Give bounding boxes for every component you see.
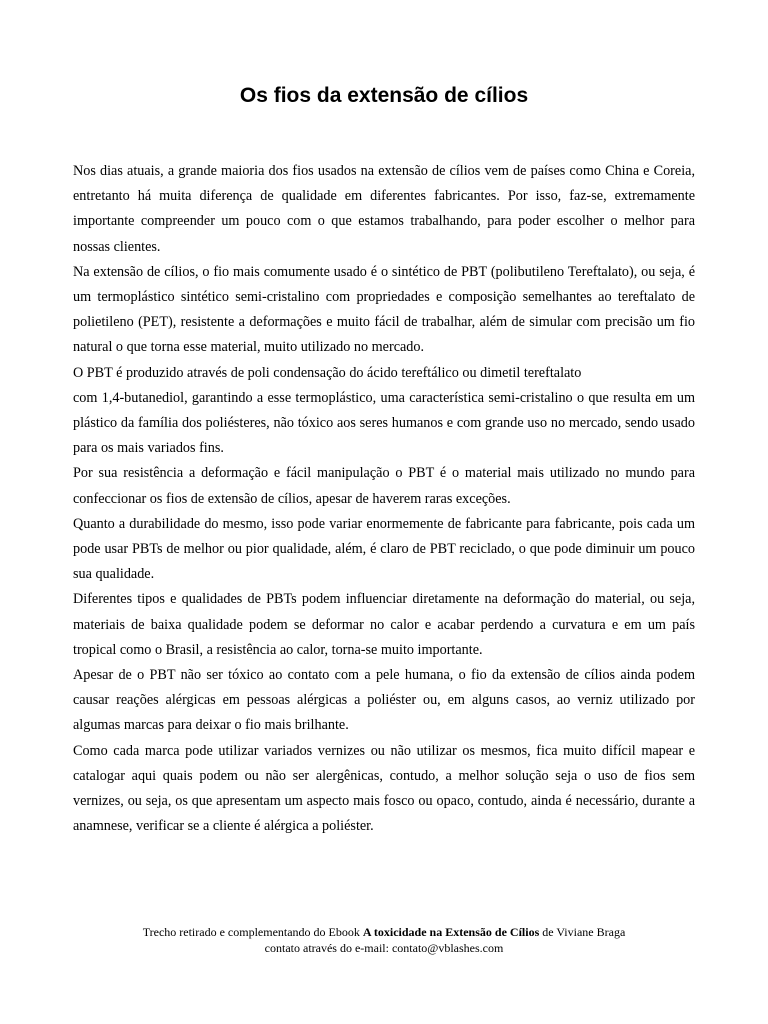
paragraph-8: Apesar de o PBT não ser tóxico ao contato com a pele humana, o fio da extensão de cílios ainda podem causar reações alérgicas em pessoas alérgicas a poliéster ou, em alguns casos, ao verniz utilizado por algumas marcas para deixar o fio mais brilhante. <box>73 667 695 734</box>
footer-prefix: Trecho retirado e complementando do Ebook <box>142 925 363 939</box>
footer-source-line <box>0 924 768 940</box>
paragraph-3: O PBT é produzido através de poli condensação do ácido tereftálico ou dimetil tereftalato <box>73 364 582 381</box>
footer-contact: contato através do e-mail: contato@vblashes.com <box>264 941 504 955</box>
footer-book-title: A toxicidade na Extensão de Cílios <box>362 925 540 939</box>
page-title: Os fios da extensão de cílios <box>239 84 529 107</box>
footer-suffix: de Viviane Braga <box>539 925 626 939</box>
paragraph-9: Como cada marca pode utilizar variados vernizes ou não utilizar os mesmos, fica muito difícil mapear e catalogar aqui quais podem ou não ser alergênicas, contudo, a melhor solução seja o uso de fios sem vernizes, ou seja, os que apresentam um aspecto mais fosco ou opaco, contudo, ainda é necessário, durante a anamnese, verificar se a cliente é alérgica a poliéster. <box>73 742 695 835</box>
paragraph-2: Na extensão de cílios, o fio mais comumente usado é o sintético de PBT (polibutileno Tereftalato), ou seja, é um termoplástico sintético semi-cristalino com propriedades e composição semelhantes ao tereftalato de polietileno (PET), resistente a deformações e muito fácil de trabalhar, além de simular com precisão um fio natural o que torna esse material, muito utilizado no mercado. <box>73 263 695 356</box>
paragraph-4: com 1,4-butanediol, garantindo a esse termoplástico, uma característica semi-cristalino o que resulta em um plástico da família dos poliésteres, não tóxico aos seres humanos e com grande uso no mercado, sendo usado para os mais variados fins. <box>73 389 695 457</box>
paragraph-6: Quanto a durabilidade do mesmo, isso pode variar enormemente de fabricante para fabricante, pois cada um pode usar PBTs de melhor ou pior qualidade, além, é claro de PBT reciclado, o que pode diminuir um pouco sua qualidade. <box>73 515 695 583</box>
article-body <box>73 159 695 839</box>
paragraph-5: Por sua resistência a deformação e fácil manipulação o PBT é o material mais utilizado no mundo para confeccionar os fios de extensão de cílios, apesar de haverem raras exceções. <box>73 465 695 507</box>
paragraph-7: Diferentes tipos e qualidades de PBTs podem influenciar diretamente na deformação do material, ou seja, materiais de baixa qualidade podem se deformar no calor e acabar perdendo a curvatura e em um país tropical como o Brasil, a resistência ao calor, torna-se muito importante. <box>73 591 695 658</box>
page-footer <box>0 924 768 956</box>
paragraph-1: Nos dias atuais, a grande maioria dos fios usados na extensão de cílios vem de países como China e Coreia, entretanto há muita diferença de qualidade em diferentes fabricantes. Por isso, faz-se, extremamente importante compreender um pouco com o que estamos trabalhando, para poder escolher o melhor para nossas clientes. <box>73 163 695 255</box>
